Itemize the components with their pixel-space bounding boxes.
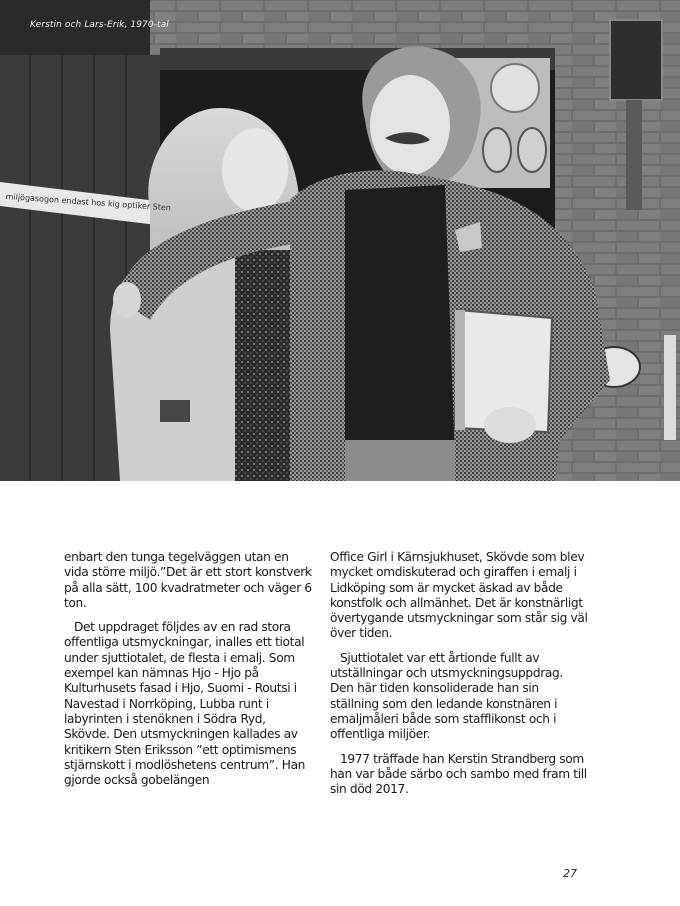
text-column-right [330,550,588,806]
paragraph: enbart den tunga tegelväggen utan en vida större miljö.”Det är ett stort konstverk på alla sätt, 100 kvadratmeter och väger 6 ton. [64,550,312,610]
paragraph: Office Girl i Kärnsjukhuset, Skövde som blev mycket omdiskuterad och giraffen i emalj i Lidköping som är mycket äskad av både konstfolk och allmänhet. Det är konstnärligt övertygande utsmyckningar som står sig väl över tiden. [330,550,588,641]
sign-text: miljögasogon endast hos kig optiker Sten [5,192,172,213]
paragraph: 1977 träffade han Kerstin Strandberg som han var både särbo och sambo med fram till sin död 2017. [330,751,587,797]
paragraph: Det uppdraget följdes av en rad stora offentliga utsmyckningar, inalles ett tiotal under sjuttiotalet, de flesta i emalj. Som exempel kan nämnas Hjo - Hjo på Kulturhusets fasad i Hjo, Suomi - Routsi i Navestad i Norrköping, Lubba runt i labyrinten i stenöknen i Södra Ryd, Skövde. Den utsmyckningen kallades av kritikern Sten Eriksson ”ett optimismens stjärnskott i modlöshetens centrum”. Han gjorde också gobelängen [64,620,306,788]
photo-caption: Kerstin och Lars-Erik, 1970-tal [30,20,169,30]
paragraph: Sjuttiotalet var ett årtionde fullt av utställningar och utsmyckningsuppdrag. Den här tiden konsoliderade han sin ställning som den ledande konstnären i emaljmåleri både som stafflikonst och i offentliga miljöer. [330,650,563,742]
page-number: 27 [563,867,577,880]
text-column-left [64,550,314,797]
